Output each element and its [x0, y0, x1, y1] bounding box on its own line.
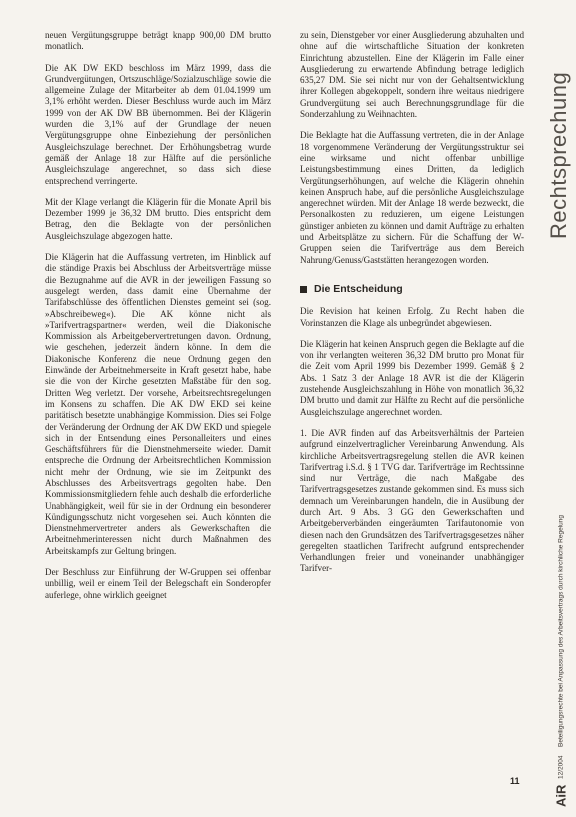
paragraph: Die Klägerin hat keinen Anspruch gegen die Beklagte auf die von ihr verlangten weiteren 36,32 DM brutto pro Monat für die Zeit vom April 1999 bis Dezember 1999. Gemäß § 2 Abs. 1 Satz 3 der Anlage 18 AVR ist die der Klägerin zustehende Ausgleichszahlung in Höhe von monatlich 36,32 DM brutto und damit zur Hälfte zu Recht auf die persönliche Ausgleichszulage angerechnet worden.: [300, 338, 524, 417]
left-text-column: [45, 30, 271, 611]
page-number: 11: [510, 776, 520, 786]
square-bullet-icon: [300, 286, 307, 293]
paragraph: Die Beklagte hat die Auffassung vertreten, die in der Anlage 18 vorgenommene Veränderung der Vergütungsstruktur sei eine wirksame und nicht offenbar unbillige Leistungsbestimmung eines Dritten, da lediglich Vergütungserhöhungen, auf welche die Klägerin ohnehin keinen Anspruch habe, auf die persönliche Ausgleichszulage angerechnet würden. Mit der Anlage 18 werde bezweckt, die Personalkosten zu reduzieren, um eigene Leistungen günstiger anbieten zu können und damit Aufträge zu erhalten und Arbeitsplätze zu sichern. Für die Schaffung der W-Gruppen seien die Tarifverträge aus dem Bereich Nahrung/Genuss/Gaststätten herangezogen worden.: [300, 130, 524, 265]
section-heading: [300, 284, 524, 295]
paragraph: Die Klägerin hat die Auffassung vertreten, im Hinblick auf die ständige Praxis bei Abschluss der Arbeitsverträge müsse die Bezugnahme auf die AVR in der jeweiligen Fassung so ausgelegt werden, dass damit eine Übernahme der Tarifabschlüsse des öffentlichen Dienstes gemeint sei (sog. »Abschreibeweg«). Die AK könne nicht als »Tarifvertragspartner« werden, weil die Diakonische Kommission als Arbeitgebervertretungen davon. Ordnung, wie geschehen, jederzeit ändern könne. In dem die Diakonische Konferenz die neue Ordnung gegen den Einwände der Arbeitnehmerseite in Kraft gesetzt habe, habe sie die von der Kirche gesetzten Maßstäbe für den sog. Dritten Weg verletzt. Der vorsehe, Arbeitsrechtsregelungen im Konsens zu schaffen. Die AK DW EKD sei keine paritätisch besetzte unabhängige Kommission. Dies sei Folge der Veränderung der Ordnung der AK DW EKD und spiegele sich in der Entsendung eines Personalleiters und eines Geschäftsführers für die Dienstnehmerseite wieder. Damit entspreche die Ordnung der Arbeitsrechtlichen Kommission nicht mehr der Ordnung, wie sie im Zeitpunkt des Abschlusses des Arbeitsvertrags gegolten habe. Den Kommissionsmitgliedern fehle auch deshalb die erforderliche Unabhängigkeit, weil für sie in der Ordnung ein besonderer Kündigungsschutz nicht vorgesehen sei. Auch könnten die Dienstnehmervertreter anders als Gewerkschaften die Arbeitnehmerinteressen nicht durch Maßnahmen des Arbeitskampfs zur Geltung bringen.: [45, 252, 271, 556]
paragraph: neuen Vergütungsgruppe beträgt knapp 900,00 DM brutto monatlich.: [45, 30, 271, 52]
section-heading-text: Die Entscheidung: [314, 282, 403, 295]
paragraph: 1. Die AVR finden auf das Arbeitsverhältnis der Parteien aufgrund einzelvertraglicher Vereinbarung Anwendung. Als kirchliche Arbeitsvertragsregelung stellen die AVR keinen Tarifvertrag i.S.d. § 1 TVG dar. Tarifverträge im Rechtssinne sind nur Verträge, die nach Maßgabe des Tarifvertragsgesetzes zustande gekommen sind. Es muss sich demnach um Vereinbarungen handeln, die in Ausübung der durch Art. 9 Abs. 3 GG den Gewerkschaften und Arbeitgeberverbänden eingeräumten Tarifautonomie von diesen nach den Grundsätzen des Tarifvertragsgesetzes näher geregelten staatlichen Tarifrecht aufgrund entsprechender Verhandlungen freier und voneinander unabhängiger Tarifver-: [300, 427, 524, 574]
journal-logo: AiR: [553, 784, 569, 807]
running-title: Beteiligungsrechte bei Anpassung des Arbeitsvertrags durch kirchliche Regelung: [557, 515, 565, 748]
paragraph: Die Revision hat keinen Erfolg. Zu Recht haben die Vorinstanzen die Klage als unbegründet abgewiesen.: [300, 306, 524, 328]
paragraph: Mit der Klage verlangt die Klägerin für die Monate April bis Dezember 1999 je 36,32 DM brutto. Dies entspricht dem Betrag, den die Beklagte von der persönlichen Ausgleichszulage abgezogen hatte.: [45, 196, 271, 241]
running-footer: [551, 515, 571, 807]
paragraph: zu sein, Dienstgeber vor einer Ausgliederung abzuhalten und ohne auf die wirtschaftliche Situation der konkreten Einrichtung abzustellen. Eine der Klägerin im Falle einer Ausgliederung zu erwartende Abfindung betrage lediglich 635,27 DM. Sie sei nicht nur von der Gehaltsentwicklung ihrer Kollegen abgekoppelt, sondern ihre weitaus niedrigere Grundvergütung sei auch Berechnungsgrundlage für die Sonderzahlung zu Weihnachten.: [300, 30, 524, 120]
section-side-title: Rechtsprechung: [546, 71, 571, 239]
issue-number: 12/2004: [557, 755, 565, 779]
paragraph: Der Beschluss zur Einführung der W-Gruppen sei offenbar unbillig, weil er einem Teil der Belegschaft ein Sonderopfer auferlege, ohne wirklich geeignet: [45, 567, 271, 600]
right-text-column: [300, 30, 524, 585]
paragraph: Die AK DW EKD beschloss im März 1999, dass die Grundvergütungen, Ortszuschläge/Sozialzuschläge sowie die allgemeine Zulage der Mitarbeiter ab dem 01.04.1999 um 3,1% erhöht werden. Dieser Beschluss wurde auch im März 1999 von der AK DW BB übernommen. Bei der Klägerin wurden die 3,1% auf der Grundlage der neuen Vergütungsgruppe ohne Einbeziehung der persönlichen Ausgleichszulage berechnet. Der Erhöhungsbetrag wurde gemäß der Anlage 18 zur Hälfte auf die persönliche Ausgleichszulage angerechnet, so dass sich diese entsprechend verringerte.: [45, 62, 271, 186]
